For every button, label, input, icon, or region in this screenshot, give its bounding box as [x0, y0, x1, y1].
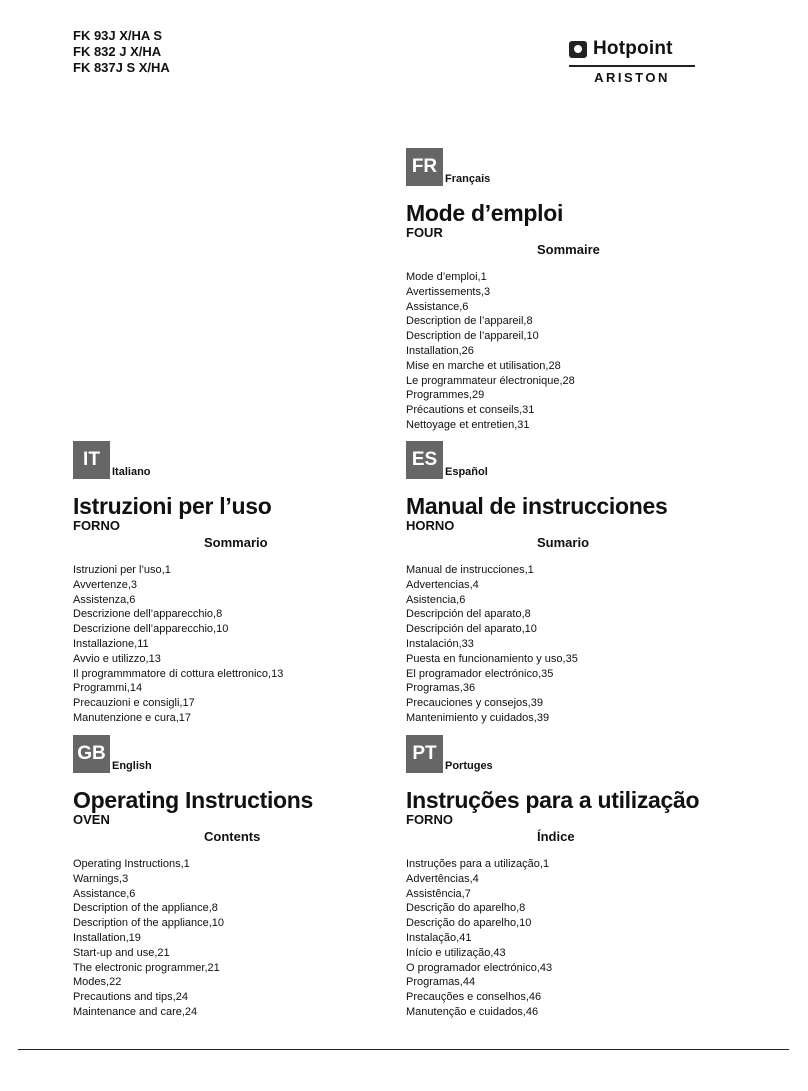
toc-item: The electronic programmer,21 — [73, 961, 220, 974]
section-subtitle: HORNO — [406, 518, 455, 533]
toc-item: Maintenance and care,24 — [73, 1005, 198, 1018]
toc-item: Manutenção e cuidados,46 — [406, 1005, 539, 1018]
language-name: Italiano — [112, 466, 151, 478]
footer-divider — [18, 1049, 789, 1050]
toc-item: Start-up and use,21 — [73, 946, 170, 959]
toc-item: Programas,36 — [406, 682, 476, 695]
section-gb — [73, 735, 403, 1020]
toc-item: Programas,44 — [406, 976, 476, 989]
toc-item: Descripción del aparato,8 — [406, 608, 531, 621]
model-list — [73, 28, 170, 76]
section-subtitle: OVEN — [73, 812, 110, 827]
toc-item: Manutenzione e cura,17 — [73, 711, 192, 724]
toc-item: Mise en marche et utilisation,28 — [406, 359, 561, 372]
toc-item: Descrizione dell’apparecchio,10 — [73, 623, 229, 636]
toc-item: Mode d’emploi,1 — [406, 271, 487, 283]
section-title: Mode d’emploi — [406, 200, 564, 226]
toc-item: O programador electrónico,43 — [406, 961, 553, 974]
toc-item: Descrição do aparelho,10 — [406, 917, 532, 930]
toc-item: Avertissements,3 — [406, 285, 491, 298]
language-code-badge: PT — [406, 735, 443, 773]
section-title: Instruções para a utilização — [406, 787, 700, 813]
toc-item: Precauciones y consejos,39 — [406, 697, 543, 710]
language-name: English — [112, 760, 152, 772]
toc-item: Installation,26 — [406, 344, 474, 357]
logo-mark-icon — [569, 41, 587, 58]
table-of-contents — [406, 857, 736, 1020]
toc-item: Assistência,7 — [406, 887, 471, 900]
toc-item: Nettoyage et entretien,31 — [406, 418, 530, 431]
table-of-contents — [406, 270, 736, 433]
toc-item: Istruzioni per l’uso,1 — [73, 564, 171, 576]
language-name: Français — [445, 173, 491, 185]
toc-item: Description de l’appareil,10 — [406, 330, 539, 343]
toc-item: El programador electrónico,35 — [406, 667, 554, 680]
section-fr — [406, 148, 736, 433]
toc-item: Warnings,3 — [73, 872, 129, 885]
toc-item: Descripción del aparato,10 — [406, 623, 537, 636]
logo-sub-brand: ARISTON — [594, 70, 670, 85]
table-of-contents — [406, 563, 736, 726]
toc-item: Manual de instrucciones,1 — [406, 564, 534, 576]
toc-item: Installazione,11 — [73, 637, 149, 650]
model-number: FK 93J X/HA S — [73, 28, 163, 43]
model-number: FK 837J S X/HA — [73, 60, 170, 75]
toc-item: Il programmmatore di cottura elettronico,13 — [73, 667, 284, 680]
table-of-contents — [73, 563, 403, 726]
toc-item: Assistance,6 — [406, 300, 469, 313]
section-title: Operating Instructions — [73, 787, 314, 813]
language-name: Portuges — [445, 760, 493, 772]
toc-item: Le programmateur électronique,28 — [406, 374, 575, 387]
toc-heading: Sumario — [537, 535, 590, 550]
section-es — [406, 441, 736, 726]
toc-heading: Índice — [537, 829, 575, 844]
language-name: Español — [445, 466, 488, 478]
toc-heading: Contents — [204, 829, 261, 844]
toc-item: Modes,22 — [73, 976, 122, 989]
toc-item: Puesta en funcionamiento y uso,35 — [406, 652, 578, 665]
table-of-contents — [73, 857, 403, 1020]
language-code-badge: GB — [73, 735, 110, 773]
toc-heading: Sommario — [204, 535, 268, 550]
toc-item: Precauções e conselhos,46 — [406, 991, 542, 1004]
toc-item: Assistance,6 — [73, 887, 136, 900]
logo-divider — [569, 65, 695, 67]
logo-brand: Hotpoint — [593, 38, 673, 59]
model-number: FK 832 J X/HA — [73, 44, 162, 59]
section-subtitle: FOUR — [406, 225, 443, 240]
section-pt — [406, 735, 736, 1020]
toc-item: Advertências,4 — [406, 872, 479, 885]
section-title: Manual de instrucciones — [406, 493, 668, 519]
toc-item: Avvio e utilizzo,13 — [73, 652, 161, 665]
toc-item: Assistenza,6 — [73, 593, 136, 606]
toc-item: Programmes,29 — [406, 389, 485, 402]
toc-item: Instalação,41 — [406, 931, 472, 944]
language-code-badge: IT — [73, 441, 110, 479]
language-code-badge: ES — [406, 441, 443, 479]
section-subtitle: FORNO — [73, 518, 120, 533]
section-it — [73, 441, 403, 726]
toc-item: Mantenimiento y cuidados,39 — [406, 711, 550, 724]
hotpoint-ariston-logo — [569, 38, 695, 85]
toc-item: Description of the appliance,10 — [73, 917, 225, 930]
toc-item: Início e utilização,43 — [406, 946, 506, 959]
toc-heading: Sommaire — [537, 242, 600, 257]
toc-item: Installation,19 — [73, 931, 141, 944]
toc-item: Advertencias,4 — [406, 578, 479, 591]
toc-item: Descrizione dell’apparecchio,8 — [73, 608, 223, 621]
toc-item: Avvertenze,3 — [73, 578, 138, 591]
toc-item: Precauzioni e consigli,17 — [73, 697, 195, 710]
section-title: Istruzioni per l’uso — [73, 493, 272, 519]
toc-item: Description of the appliance,8 — [73, 902, 218, 915]
toc-item: Programmi,14 — [73, 682, 143, 695]
toc-item: Description de l’appareil,8 — [406, 315, 533, 328]
toc-item: Operating Instructions,1 — [73, 858, 190, 870]
language-code-badge: FR — [406, 148, 443, 186]
toc-item: Descrição do aparelho,8 — [406, 902, 526, 915]
toc-item: Précautions et conseils,31 — [406, 404, 535, 417]
toc-item: Asistencia,6 — [406, 593, 466, 606]
section-subtitle: FORNO — [406, 812, 453, 827]
toc-item: Instruções para a utilização,1 — [406, 858, 550, 870]
toc-item: Instalación,33 — [406, 637, 474, 650]
toc-item: Precautions and tips,24 — [73, 991, 188, 1004]
